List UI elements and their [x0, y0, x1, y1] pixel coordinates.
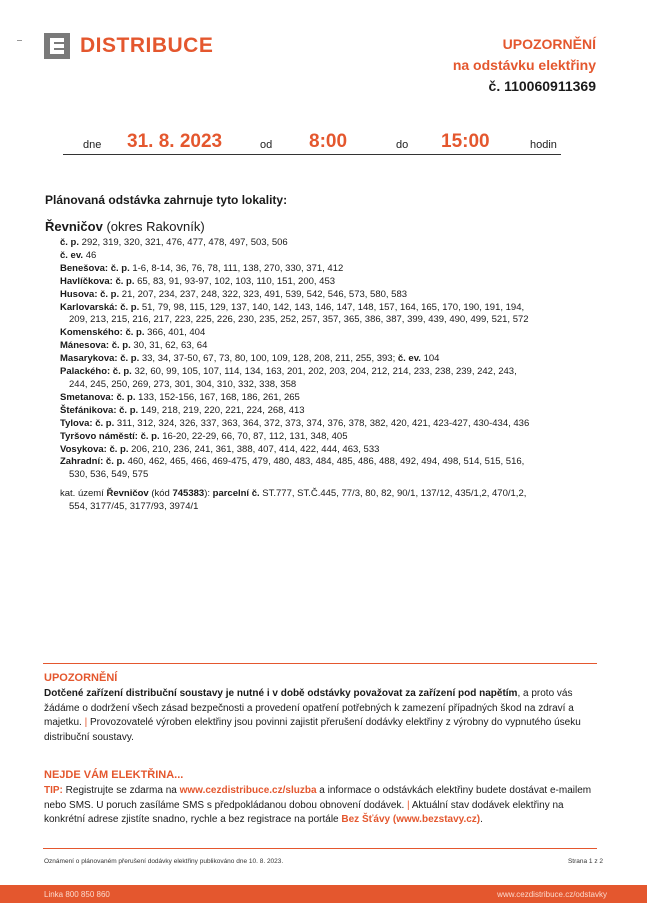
- cez-logo-icon: [44, 33, 70, 59]
- address-entry: [60, 276, 605, 289]
- notice-header: [453, 34, 596, 97]
- notice-subtitle: na odstávku elektřiny: [452, 57, 596, 73]
- address-entry: [60, 340, 605, 353]
- parcel-numbers-continued: 554, 3177/45, 3177/93, 3974/1: [69, 501, 199, 513]
- house-numbers: č. p. 33, 34, 37-50, 67, 73, 80, 100, 109, 128, 208, 211, 255, 393;: [117, 353, 396, 365]
- street-name: Mánesova:: [60, 340, 110, 352]
- address-entry: [60, 302, 605, 328]
- warning-text: [44, 687, 600, 745]
- address-entry: [60, 250, 605, 263]
- tip-body-2: a informace o odstávkách elektřiny budete dostávat e-mailem nebo SMS. U poruch zasíláme SMS s předpokládanou dobou obnovení dodávek.: [44, 785, 592, 811]
- footer-divider: [43, 848, 597, 849]
- label-day: dne: [83, 139, 102, 151]
- label-hours: hodin: [530, 139, 557, 151]
- street-name: Zahradní:: [60, 456, 104, 468]
- tip-title: NEJDE VÁM ELEKTŘINA...: [44, 769, 184, 781]
- street-name: Benešova:: [60, 262, 109, 274]
- portal-name: Bez Šťávy: [341, 814, 391, 825]
- hotline: Linka 800 850 860: [44, 890, 110, 899]
- portal-link[interactable]: (www.bezstavy.cz): [392, 814, 481, 825]
- street-name: Štefánikova:: [60, 404, 117, 416]
- outages-website: www.cezdistribuce.cz/odstavky: [497, 890, 607, 899]
- evidence-label: č. ev.: [395, 353, 421, 365]
- street-name: Vosykova:: [60, 443, 107, 455]
- street-name: Palackého:: [60, 366, 111, 378]
- cadastre-entry: [60, 488, 605, 514]
- outage-time-from: 8:00: [309, 131, 348, 152]
- outage-dateline: [63, 128, 561, 155]
- publication-note: Oznámení o plánovaném přerušení dodávky elektřiny publikováno dne 10. 8. 2023.: [44, 858, 284, 865]
- parcel-numbers: ST.777, ST.Č.445, 77/3, 80, 82, 90/1, 137/12, 435/1,2, 470/1,2,: [259, 488, 527, 500]
- tip-body-1: Registrujte se zdarma na: [62, 785, 180, 796]
- house-numbers: č. p. 51, 79, 98, 115, 129, 137, 140, 142, 143, 146, 147, 148, 157, 164, 165, 170, 190, 191, 194,: [117, 301, 525, 313]
- house-numbers: č. p. 366, 401, 404: [122, 327, 206, 339]
- address-entry: [60, 418, 605, 431]
- separator: |: [407, 799, 410, 811]
- cadastre-code: 745383: [172, 488, 205, 500]
- house-numbers: č. p. 65, 83, 91, 93-97, 102, 103, 110, 151, 200, 453: [112, 275, 336, 287]
- house-numbers: č. ev. 46: [60, 249, 97, 261]
- street-name: Tylova:: [60, 417, 93, 429]
- company-logo: [44, 33, 213, 59]
- house-numbers-continued: 244, 245, 250, 269, 273, 301, 304, 310, 332, 338, 358: [69, 378, 297, 390]
- address-entry: [60, 431, 605, 444]
- address-entry: [60, 405, 605, 418]
- street-name: Karlovarská:: [60, 301, 118, 313]
- address-list: [60, 237, 605, 514]
- address-entry: [60, 392, 605, 405]
- cadastre-town: Řevničov: [106, 488, 149, 500]
- house-numbers-continued: 209, 213, 215, 216, 217, 223, 225, 226, 230, 235, 252, 257, 357, 365, 386, 387, 399, 439, 490, 499, 521, 572: [69, 314, 529, 326]
- outage-date: 31. 8. 2023: [127, 131, 223, 152]
- page-number: Strana 1 z 2: [567, 858, 603, 865]
- tip-label: TIP:: [44, 785, 63, 796]
- warning-title: UPOZORNĚNÍ: [44, 672, 118, 684]
- house-numbers: č. p. 149, 218, 219, 220, 221, 224, 268, 413: [116, 404, 305, 416]
- address-entry: [60, 237, 605, 250]
- parcel-label: parcelní č.: [212, 488, 260, 500]
- house-numbers: č. p. 30, 31, 62, 63, 64: [109, 340, 208, 352]
- house-numbers: č. p. 1-6, 8-14, 36, 76, 78, 111, 138, 270, 330, 371, 412: [108, 262, 344, 274]
- house-numbers: č. p. 292, 319, 320, 321, 476, 477, 478, 497, 503, 506: [60, 237, 288, 248]
- cadastre-prefix: kat. území: [60, 488, 107, 500]
- house-numbers-continued: 530, 536, 549, 575: [69, 469, 149, 481]
- warning-body: , a proto vás žádáme o dodržení všech zásad bezpečnosti a provedení opatření potřebných k zamezení případných škod na zdraví a majetku.: [44, 688, 574, 728]
- house-numbers: č. p. 311, 312, 324, 326, 337, 363, 364, 372, 373, 374, 376, 378, 382, 420, 421, 423-427, 430-434, 436: [92, 417, 530, 429]
- cadastre-code-suffix: ):: [204, 488, 213, 500]
- address-entry: [60, 456, 605, 482]
- street-name: Komenského:: [60, 327, 123, 339]
- cadastre-code-prefix: (kód: [148, 488, 173, 500]
- house-numbers: č. p. 16-20, 22-29, 66, 70, 87, 112, 131, 348, 405: [137, 430, 348, 442]
- house-numbers: č. p. 460, 462, 465, 466, 469-475, 479, 480, 483, 484, 485, 486, 488, 492, 494, 498, 514, 515, 516,: [103, 456, 525, 468]
- registration-link[interactable]: www.cezdistribuce.cz/sluzba: [179, 785, 317, 796]
- notice-title: UPOZORNĚNÍ: [502, 36, 596, 52]
- tip-text: [44, 784, 604, 828]
- divider: [43, 663, 597, 664]
- notice-number: č. 110060911369: [488, 78, 596, 94]
- label-from: od: [260, 139, 273, 151]
- tip-body-3: Aktuální stav dodávek elektřiny na konkrétní adrese zjistíte snadno, rychle a bez registrace na portále: [44, 799, 564, 825]
- address-entry: [60, 327, 605, 340]
- address-entry: [60, 444, 605, 457]
- label-to: do: [396, 139, 409, 151]
- house-numbers: č. p. 32, 60, 99, 105, 107, 114, 134, 163, 201, 202, 203, 204, 212, 214, 233, 238, 239, 242, 243,: [110, 366, 517, 378]
- street-name: Smetanova:: [60, 391, 114, 403]
- street-name: Tyršovo náměstí:: [60, 430, 138, 442]
- warning-body-2: Provozovatelé výroben elektřiny jsou povinni zajistit přerušení dodávky elektřiny z výrobny do vypnutého úseku distribuční soustavy.: [44, 717, 581, 743]
- address-entry: [60, 289, 605, 302]
- town-district: (okres Rakovník): [106, 219, 205, 234]
- outage-time-to: 15:00: [441, 131, 490, 152]
- warning-bold: Dotčené zařízení distribuční soustavy je nutné i v době odstávky považovat za zařízení pod napětím: [44, 688, 518, 699]
- address-entry: [60, 366, 605, 392]
- street-name: Masarykova:: [60, 353, 118, 365]
- scan-mark: [17, 40, 22, 41]
- address-entry: [60, 353, 605, 366]
- town-name: Řevničov: [45, 219, 103, 234]
- evidence-numbers: 104: [420, 353, 440, 365]
- street-name: Husova:: [60, 288, 98, 300]
- street-name: Havlíčkova:: [60, 275, 113, 287]
- house-numbers: č. p. 133, 152-156, 167, 168, 186, 261, 265: [113, 391, 300, 403]
- localities-intro: Plánovaná odstávka zahrnuje tyto lokality:: [45, 193, 288, 207]
- brand-name: DISTRIBUCE: [80, 34, 214, 57]
- address-entry: [60, 263, 605, 276]
- house-numbers: č. p. 21, 207, 234, 237, 248, 322, 323, 491, 539, 542, 546, 573, 580, 583: [97, 288, 408, 300]
- house-numbers: č. p. 206, 210, 236, 241, 361, 388, 407, 414, 422, 444, 463, 533: [106, 443, 380, 455]
- separator: |: [84, 717, 88, 728]
- locality-town: [45, 219, 205, 234]
- tip-end: .: [480, 814, 483, 825]
